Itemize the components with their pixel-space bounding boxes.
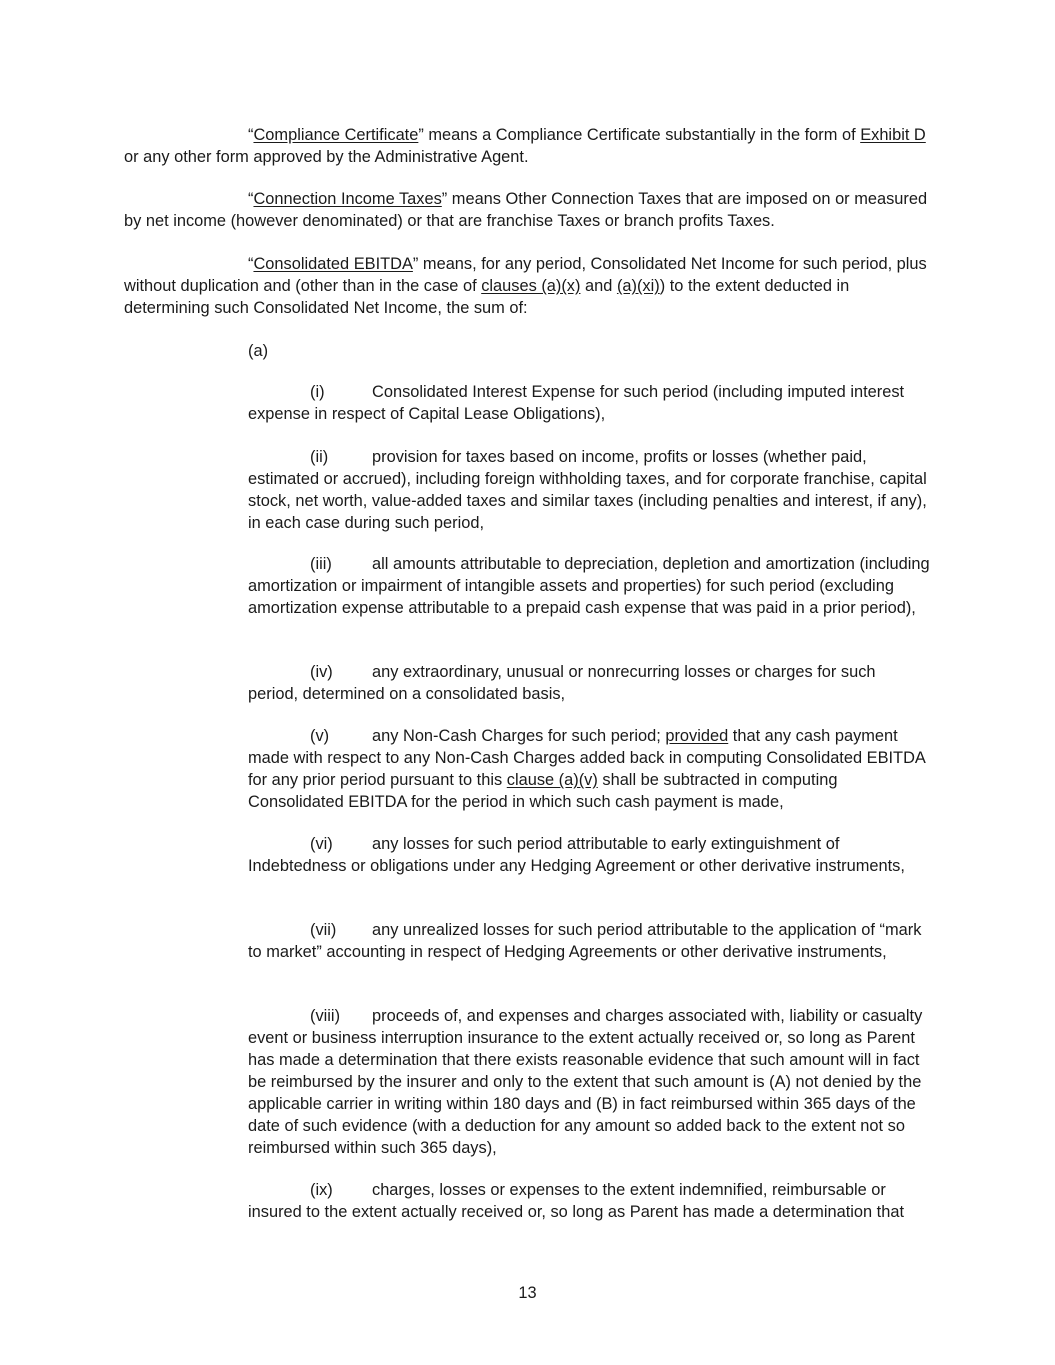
provided-term: provided	[665, 727, 729, 745]
item-text: any extraordinary, unusual or nonrecurring losses or charges for such period, determined on a consolidated basis,	[248, 663, 876, 703]
item-text: all amounts attributable to depreciation, depletion and amortization (including amortization or impairment of intangible assets and properties) for such period (excluding amortization expense attributable to a prepaid cash expense that was paid in a prior period),	[248, 555, 930, 617]
item-iii	[248, 553, 930, 619]
item-iv	[248, 661, 930, 705]
item-vi	[248, 833, 930, 877]
item-v	[248, 725, 930, 813]
definition-text: ” means Other Connection Taxes that are imposed on or measured by net income (however denominated) or that are franchise Taxes or branch profits Taxes.	[124, 190, 928, 230]
item-number: (vi)	[310, 835, 333, 853]
item-text: that any cash payment made with respect to any Non-Cash Charges added back in computing Consolidated EBITDA for any prior period pursuant to this	[248, 727, 925, 789]
item-ix	[248, 1179, 930, 1223]
definition-text: and	[580, 277, 617, 295]
item-text: provision for taxes based on income, profits or losses (whether paid, estimated or accrued), including foreign withholding taxes, and for corporate franchise, capital stock, net worth, value-added taxes and similar taxes (including penalties and interest, if any), in each case during such period,	[248, 448, 927, 532]
defined-term: Compliance Certificate	[253, 126, 419, 144]
clause-a-label: (a)	[248, 342, 269, 360]
item-number: (ii)	[310, 448, 329, 466]
item-number: (ix)	[310, 1181, 333, 1199]
item-number: (v)	[310, 727, 330, 745]
clause-reference: clause (a)(v)	[506, 771, 598, 789]
item-i	[248, 381, 930, 425]
item-text: proceeds of, and expenses and charges associated with, liability or casualty event or business interruption insurance to the extent actually received or, so long as Parent has made a determination that there exists reasonable evidence that such amount will in fact be reimbursed by the insurer and only to the extent that such amount is (A) not denied by the applicable carrier in writing within 180 days and (B) in fact reimbursed within 365 days of the date of such evidence (with a deduction for any amount so added back to the extent not so reimbursed within such 365 days),	[248, 1007, 923, 1157]
item-text: any unrealized losses for such period attributable to the application of “mark to market” accounting in respect of Hedging Agreements or other derivative instruments,	[248, 921, 922, 961]
item-number: (vii)	[310, 921, 337, 939]
page-number: 13	[518, 1284, 537, 1302]
exhibit-reference: Exhibit D	[860, 126, 926, 144]
item-ii	[248, 446, 930, 534]
definition-text: ” means, for any period, Consolidated Net Income for such period, plus without duplication and (other than in the case of	[124, 255, 927, 295]
item-text: any losses for such period attributable to early extinguishment of Indebtedness or obligations under any Hedging Agreement or other derivative instruments,	[248, 835, 905, 875]
definition-text: ) to the extent deducted in determining such Consolidated Net Income, the sum of:	[124, 277, 850, 317]
clause-reference: (a)(xi)	[616, 277, 660, 295]
item-number: (iii)	[310, 555, 332, 573]
item-number: (iv)	[310, 663, 333, 681]
item-text: any Non-Cash Charges for such period;	[372, 727, 666, 745]
definition-compliance-certificate: “Compliance Certificate” means a Compliance Certificate substantially in the form of Exhibit D or any other form approved by the Administrative Agent.	[124, 126, 926, 166]
definition-connection-income-taxes: “Connection Income Taxes” means Other Connection Taxes that are imposed on or measured by net income (however denominated) or that are franchise Taxes or branch profits Taxes.	[124, 190, 928, 230]
defined-term: Consolidated EBITDA	[253, 255, 413, 273]
item-number: (viii)	[310, 1007, 341, 1025]
item-text: shall be subtracted in computing Consolidated EBITDA for the period in which such cash payment is made,	[248, 771, 838, 811]
defined-term: Connection Income Taxes	[253, 190, 442, 208]
definition-text: ” means a Compliance Certificate substantially in the form of	[418, 126, 861, 144]
item-text: charges, losses or expenses to the extent indemnified, reimbursable or insured to the extent actually received or, so long as Parent has made a determination that	[248, 1181, 905, 1221]
item-number: (i)	[310, 383, 325, 401]
definition-text: or any other form approved by the Administrative Agent.	[124, 148, 529, 166]
item-text: Consolidated Interest Expense for such period (including imputed interest expense in respect of Capital Lease Obligations),	[248, 383, 905, 423]
item-viii	[248, 1005, 930, 1159]
clause-reference: clauses (a)(x)	[481, 277, 581, 295]
item-vii	[248, 919, 930, 963]
definition-consolidated-ebitda: “Consolidated EBITDA” means, for any period, Consolidated Net Income for such period, plus without duplication and (other than in the case of clauses (a)(x) and (a)(xi)) to the extent deducted in determining such Consolidated Net Income, the sum of:	[124, 255, 927, 317]
